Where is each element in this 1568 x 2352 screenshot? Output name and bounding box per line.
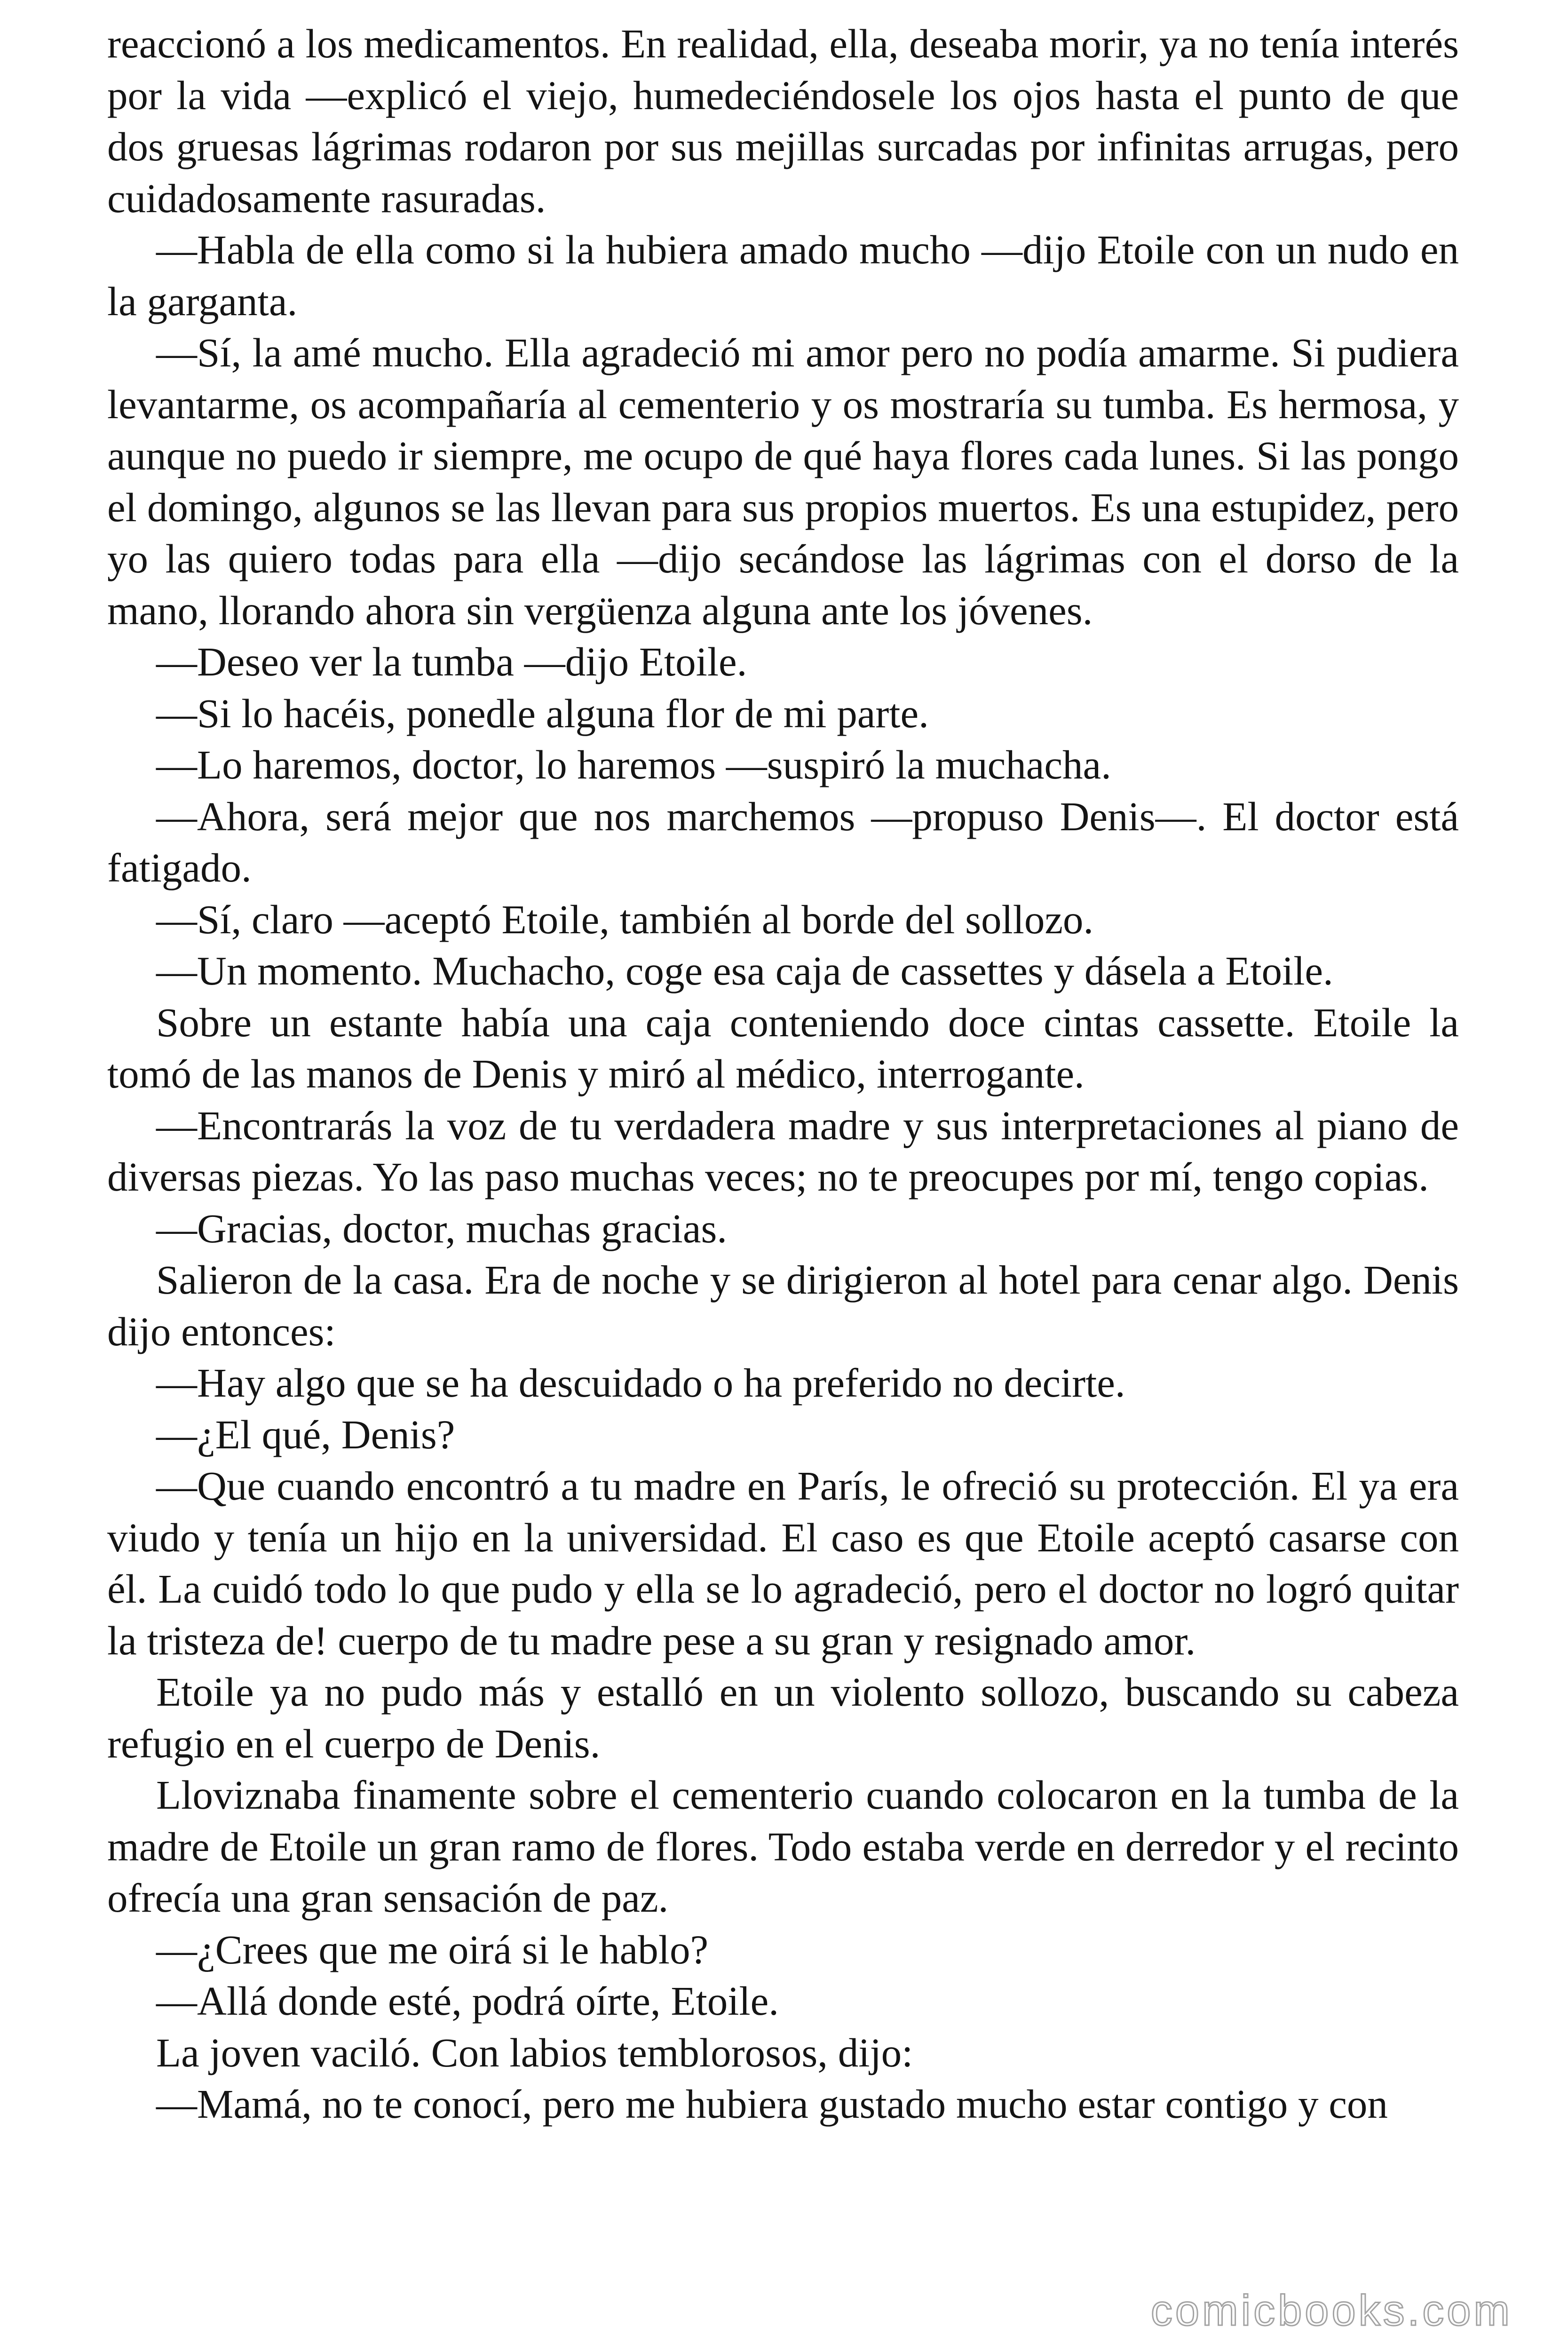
paragraph-21: La joven vaciló. Con labios temblorosos, dijo: xyxy=(156,2029,913,2075)
paragraph-7: —Ahora, será mejor que nos marchemos —propuso Denis—. El doctor está fatigado. xyxy=(107,793,1459,890)
paragraph-3: —Sí, la amé mucho. Ella agradeció mi amor pero no podía amarme. Si pudiera levantarme, os acompañaría al cementerio y os mostraría su tumba. Es hermosa, y aunque no puedo ir siempre, me ocupo de qué haya flores cada lunes. Si las pongo el domingo, algunos se las llevan para sus propios muertos. Es una estupidez, pero yo las quiero todas para ella —dijo secándose las lágrimas con el dorso de la mano, llorando ahora sin vergüenza alguna ante los jóvenes. xyxy=(107,330,1459,633)
paragraph-6: —Lo haremos, doctor, lo haremos —suspiró la muchacha. xyxy=(156,742,1111,787)
paragraph-19: —¿Crees que me oirá si le hablo? xyxy=(156,1926,709,1972)
paragraph-12: —Gracias, doctor, muchas gracias. xyxy=(156,1205,728,1251)
paragraph-9: —Un momento. Muchacho, coge esa caja de cassettes y dásela a Etoile. xyxy=(156,948,1333,993)
paragraph-14: —Hay algo que se ha descuidado o ha preferido no decirte. xyxy=(156,1360,1125,1406)
book-page xyxy=(107,18,1459,2130)
paragraph-16: —Que cuando encontró a tu madre en París, le ofreció su protección. El ya era viudo y tenía un hijo en la universidad. El caso es que Etoile aceptó casarse con él. La cuidó todo lo que pudo y ella se lo agradeció, pero el doctor no logró quitar la tristeza de! cuerpo de tu madre pese a su gran y resignado amor. xyxy=(107,1463,1459,1663)
paragraph-22: —Mamá, no te conocí, pero me hubiera gustado mucho estar contigo y con xyxy=(156,2081,1388,2127)
paragraph-8: —Sí, claro —aceptó Etoile, también al borde del sollozo. xyxy=(156,896,1094,942)
paragraph-4: —Deseo ver la tumba —dijo Etoile. xyxy=(156,639,747,684)
paragraph-15: —¿El qué, Denis? xyxy=(156,1411,455,1457)
paragraph-2: —Habla de ella como si la hubiera amado mucho —dijo Etoile con un nudo en la garganta. xyxy=(107,227,1459,324)
watermark: comicbooks.com xyxy=(1150,2287,1513,2335)
paragraph-18: Lloviznaba finamente sobre el cementerio cuando colocaron en la tumba de la madre de Etoile un gran ramo de flores. Todo estaba verde en derredor y el recinto ofrecía una gran sensación de paz. xyxy=(107,1772,1459,1921)
paragraph-5: —Si lo hacéis, ponedle alguna flor de mi parte. xyxy=(156,690,929,736)
paragraph-13: Salieron de la casa. Era de noche y se dirigieron al hotel para cenar algo. Denis dijo entonces: xyxy=(107,1257,1459,1354)
paragraph-1: reaccionó a los medicamentos. En realidad, ella, deseaba morir, ya no tenía interés por la vida —explicó el viejo, humedeciéndosele los ojos hasta el punto de que dos gruesas lágrimas rodaron por sus mejillas surcadas por infinitas arrugas, pero cuidadosamente rasuradas. xyxy=(107,21,1459,221)
paragraph-11: —Encontrarás la voz de tu verdadera madre y sus interpretaciones al piano de diversas piezas. Yo las paso muchas veces; no te preocupes por mí, tengo copias. xyxy=(107,1102,1459,1200)
paragraph-17: Etoile ya no pudo más y estalló en un violento sollozo, buscando su cabeza refugio en el cuerpo de Denis. xyxy=(107,1669,1459,1766)
paragraph-10: Sobre un estante había una caja conteniendo doce cintas cassette. Etoile la tomó de las manos de Denis y miró al médico, interrogante. xyxy=(107,999,1459,1097)
paragraph-20: —Allá donde esté, podrá oírte, Etoile. xyxy=(156,1978,779,2024)
